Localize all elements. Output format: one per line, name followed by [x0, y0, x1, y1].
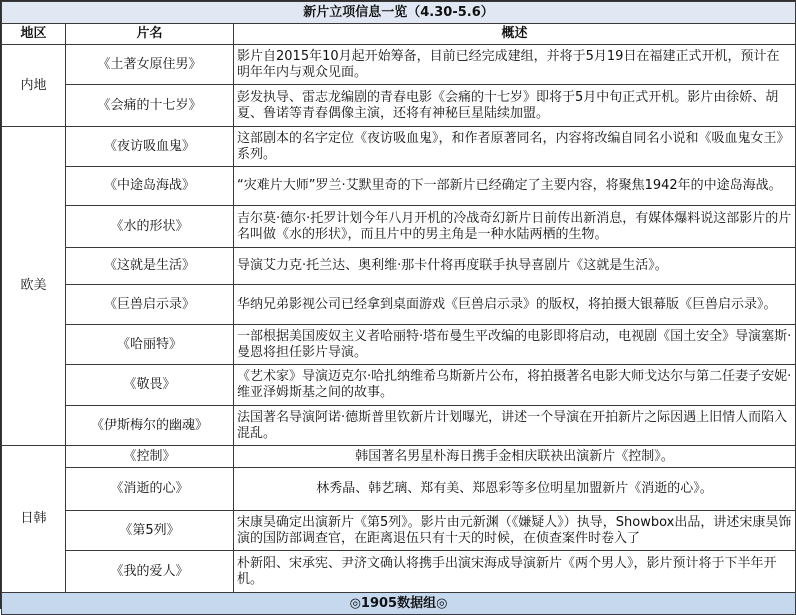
- film-summary: 宋康昊确定出演新片《第5列》。影片由元新渊（《嫌疑人》）执导，Showbox出品，讲述宋康昊饰演的国防部调查官，在距离退伍只有十天的时候，在侦查案件时卷入了: [234, 511, 796, 551]
- table-row: [2, 45, 796, 85]
- film-summary: 法国著名导演阿诺·德斯普里钦新片计划曝光，讲述一个导演在开拍新片之际因遇上旧情人而陷入混乱。: [234, 406, 796, 446]
- film-summary: 华纳兄弟影视公司已经拿到桌面游戏《巨兽启示录》的版权，将拍摄大银幕版《巨兽启示录》。: [234, 285, 796, 325]
- film-summary: “灾难片大师”罗兰·艾默里奇的下一部新片已经确定了主要内容，将聚焦1942年的中途岛海战。: [234, 167, 796, 206]
- film-summary: 朴新阳、宋承宪、尹济文确认将携手出演宋海成导演新片《两个男人》，影片预计将于下半年开机。: [234, 551, 796, 593]
- film-summary: 吉尔莫·德尔·托罗计划今年八月开机的冷战奇幻新片日前传出新消息，有媒体爆料说这部影片的片名叫做《水的形状》，而且片中的男主角是一种水陆两栖的生物。: [234, 206, 796, 248]
- table-row: [2, 468, 796, 511]
- region-cell-west: 欧美: [2, 127, 66, 446]
- header-summary: 概述: [234, 24, 796, 45]
- film-summary: 导演艾力克·托兰达、奥利维·那卡什将再度联手执导喜剧片《这就是生活》。: [234, 248, 796, 285]
- header-film: 片名: [66, 24, 234, 45]
- film-title: 《哈丽特》: [66, 325, 234, 365]
- film-summary: 韩国著名男星朴海日携手金相庆联袂出演新片《控制》。: [234, 446, 796, 468]
- film-summary: 一部根据美国废奴主义者哈丽特·塔布曼生平改编的电影即将启动，电视剧《国土安全》导演塞斯·曼恩将担任影片导演。: [234, 325, 796, 365]
- table-row: [2, 206, 796, 248]
- new-film-projects-table: [1, 1, 796, 615]
- film-title: 《第5列》: [66, 511, 234, 551]
- footer-credit: ◎1905数据组◎: [2, 593, 796, 615]
- region-cell-mainland: 内地: [2, 45, 66, 127]
- table-row: [2, 85, 796, 127]
- film-title: 《伊斯梅尔的幽魂》: [66, 406, 234, 446]
- film-title: 《我的爱人》: [66, 551, 234, 593]
- film-summary: 影片自2015年10月起开始筹备，目前已经完成建组，并将于5月19日在福建正式开机，预计在明年年内与观众见面。: [234, 45, 796, 85]
- table-row: [2, 285, 796, 325]
- table-row: [2, 167, 796, 206]
- header-region: 地区: [2, 24, 66, 45]
- table-title-row: [2, 2, 796, 24]
- film-title: 《控制》: [66, 446, 234, 468]
- film-title: 《敬畏》: [66, 365, 234, 406]
- film-summary: 《艺术家》导演迈克尔·哈扎纳维希乌斯新片公布，将拍摄著名电影大师戈达尔与第二任妻子安妮·维亚泽姆斯基之间的故事。: [234, 365, 796, 406]
- film-title: 《土著女原住男》: [66, 45, 234, 85]
- table-row: [2, 551, 796, 593]
- film-title: 《夜访吸血鬼》: [66, 127, 234, 167]
- table-row: [2, 127, 796, 167]
- table-row: [2, 365, 796, 406]
- film-title: 《会痛的十七岁》: [66, 85, 234, 127]
- table-row: [2, 511, 796, 551]
- film-title: 《这就是生活》: [66, 248, 234, 285]
- region-cell-japan-korea: 日韩: [2, 446, 66, 593]
- table-row: [2, 406, 796, 446]
- film-title: 《水的形状》: [66, 206, 234, 248]
- film-summary: 林秀晶、韩艺璃、郑有美、郑恩彩等多位明星加盟新片《消逝的心》。: [234, 468, 796, 511]
- film-title: 《中途岛海战》: [66, 167, 234, 206]
- film-title: 《消逝的心》: [66, 468, 234, 511]
- table-row: [2, 446, 796, 468]
- table-footer-row: [2, 593, 796, 615]
- table-header-row: [2, 24, 796, 45]
- film-summary: 彭发执导、雷志龙编剧的青春电影《会痛的十七岁》即将于5月中旬正式开机。影片由徐娇、胡夏、鲁诺等青春偶像主演，还将有神秘巨星陆续加盟。: [234, 85, 796, 127]
- table-title: 新片立项信息一览（4.30-5.6）: [2, 2, 796, 24]
- film-summary: 这部剧本的名字定位《夜访吸血鬼》，和作者原著同名，内容将改编自同名小说和《吸血鬼女王》系列。: [234, 127, 796, 167]
- table-row: [2, 325, 796, 365]
- table-row: [2, 248, 796, 285]
- film-title: 《巨兽启示录》: [66, 285, 234, 325]
